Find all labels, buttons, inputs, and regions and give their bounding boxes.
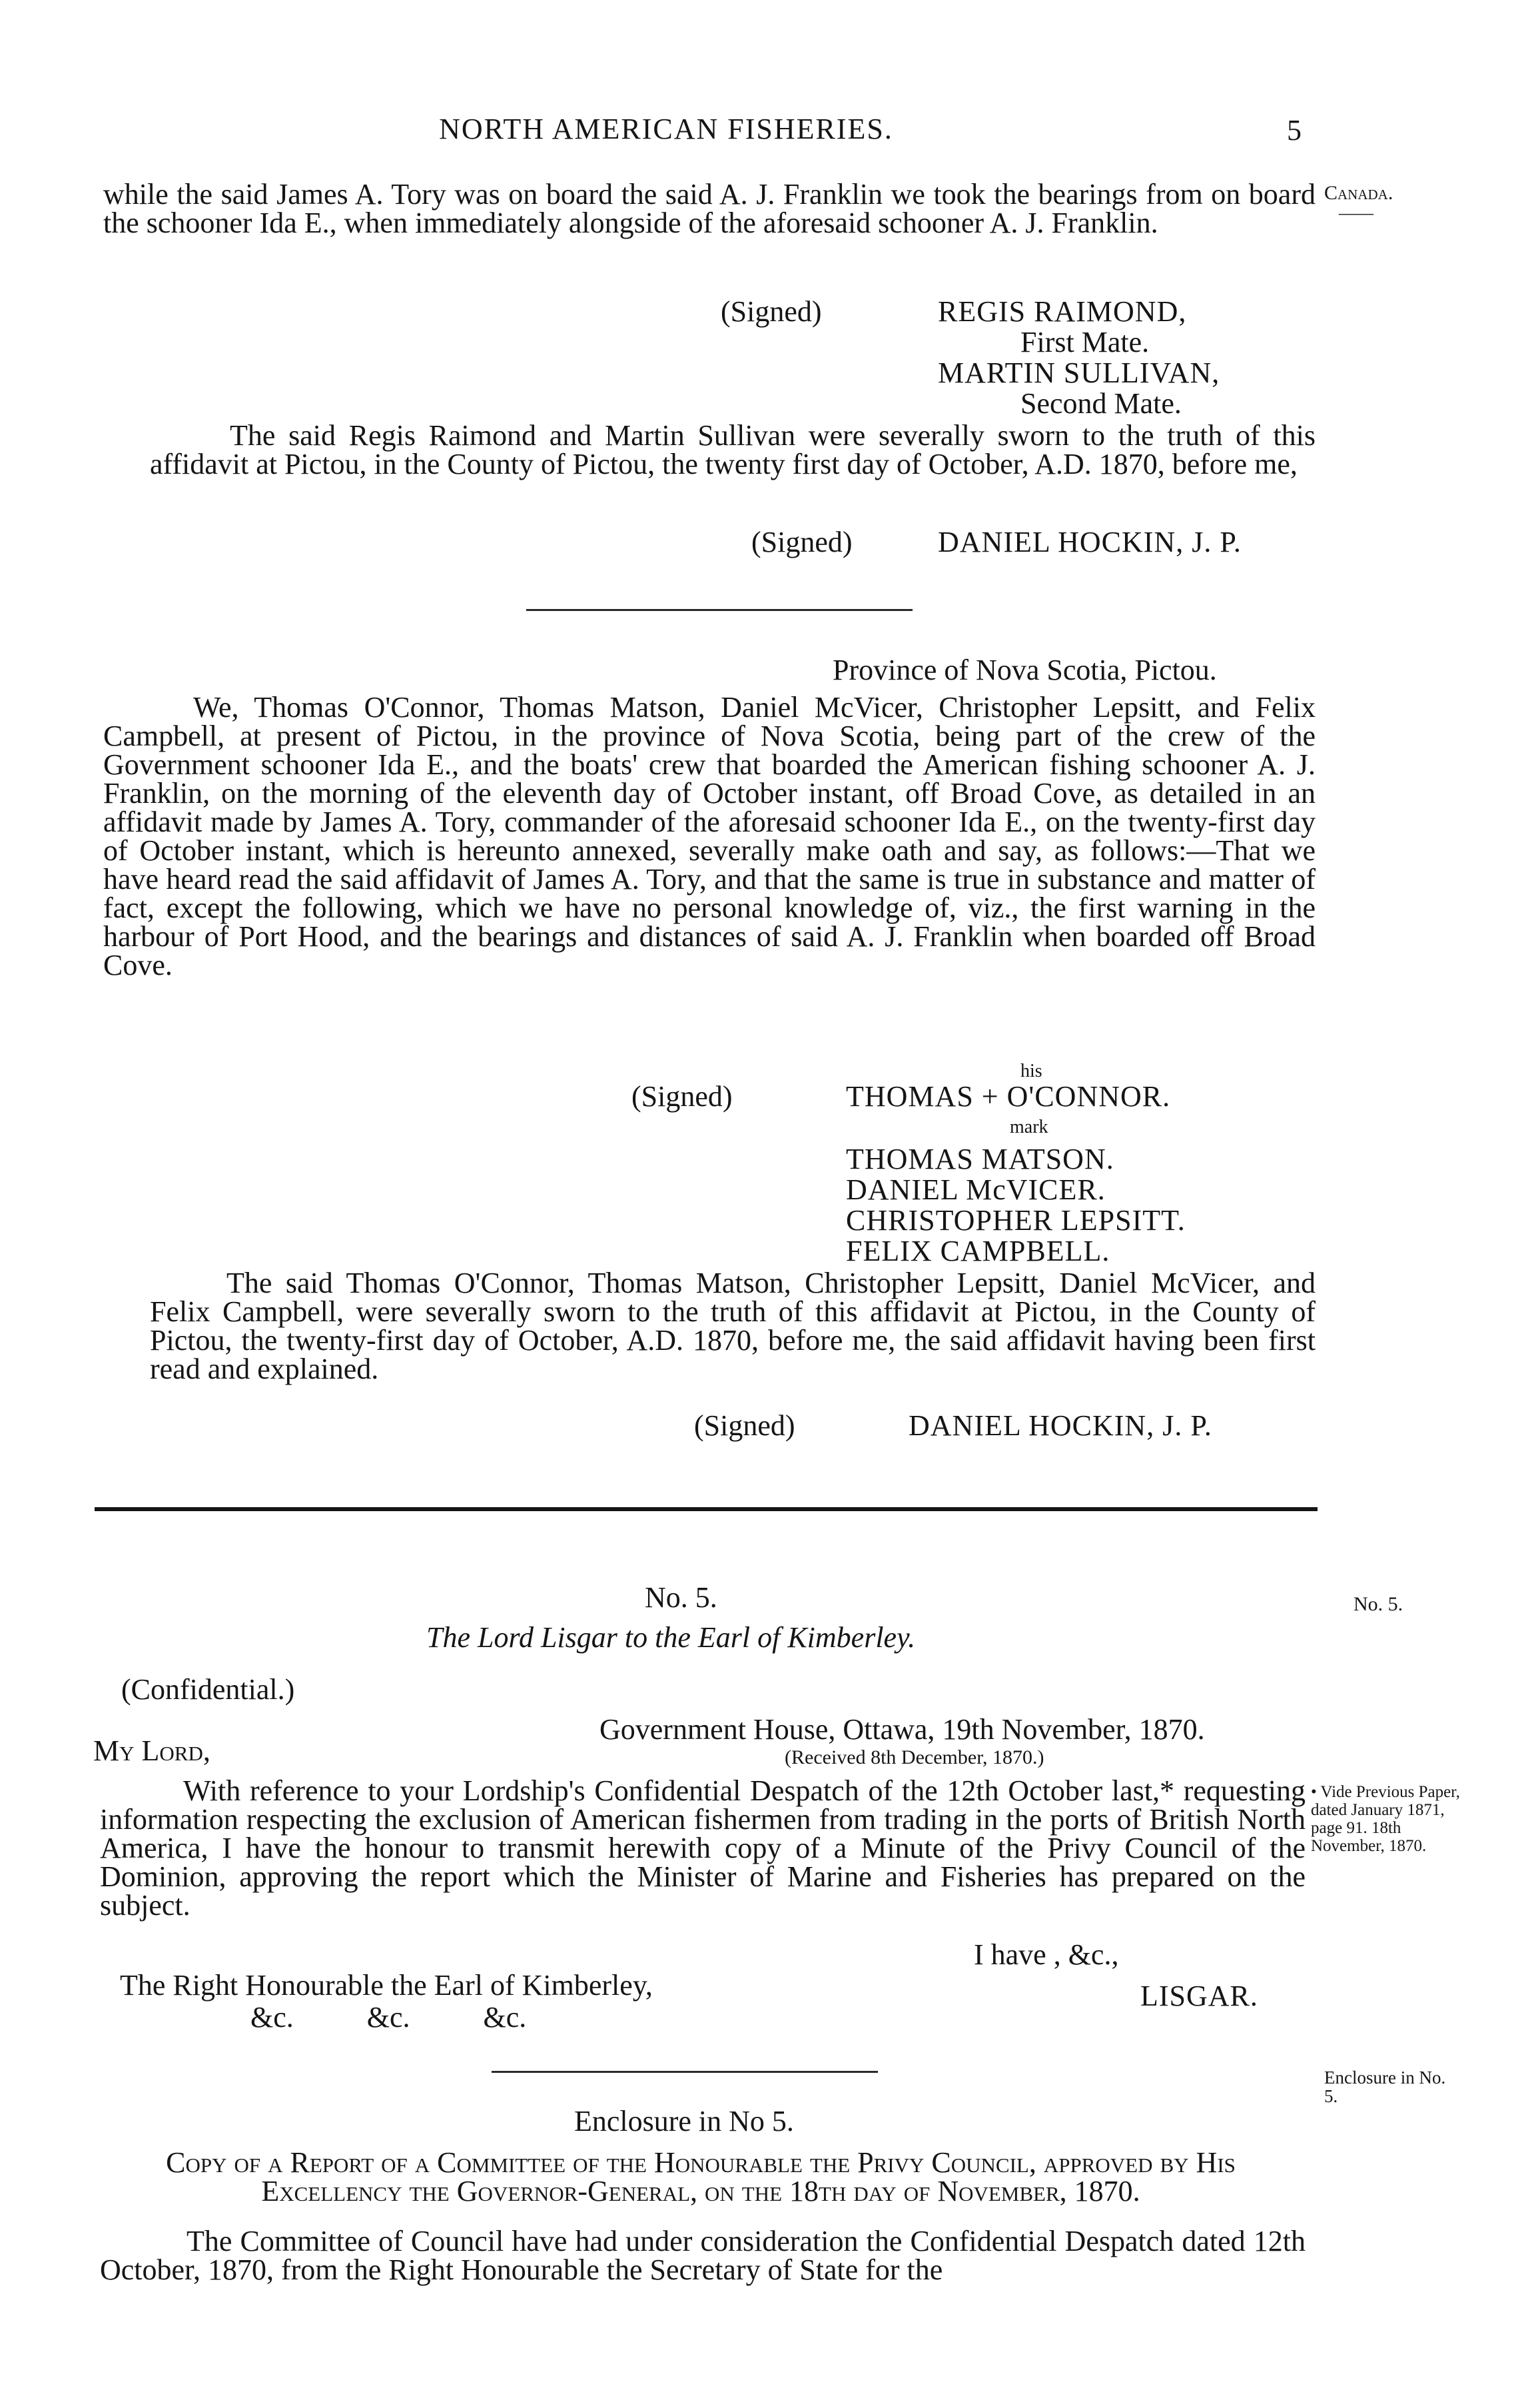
addressee: The Right Honourable the Earl of Kimberley, [120,1969,653,2002]
despatch-heading: The Lord Lisgar to the Earl of Kimberley. [426,1621,916,1654]
margin-note-canada: Canada. [1324,182,1393,204]
margin-note-enclosure: Enclosure in No. 5. [1324,2068,1446,2106]
page-header-title: NORTH AMERICAN FISHERIES. [439,113,893,145]
closing-phrase: I have , &c., [974,1938,1119,1971]
affidavit-closing-paragraph: while the said James A. Tory was on board the said A. J. Franklin we took the bearings from on board the schooner Ida E., when immediately alongside of the aforesaid schooner A. J. Franklin. [103,178,1316,239]
margin-note-no5: No. 5. [1353,1593,1403,1615]
jp-signature-2: DANIEL HOCKIN, J. P. [909,1409,1212,1442]
jp-signed-label-1: (Signed) [751,526,853,558]
page-number: 5 [1287,114,1302,147]
section-divider-thick [95,1507,1318,1511]
jp-signature-1: DANIEL HOCKIN, J. P. [938,526,1242,558]
margin-note-canada-rule: —— [1339,203,1373,223]
affidavit-paragraph-2: We, Thomas O'Connor, Thomas Matson, Daniel McVicer, Christopher Lepsitt, and Felix Campbell, at present of Pictou, in the province of Nova Scotia, being part of the crew of the Government schooner Ida E., and the boats' crew that boarded the American fishing schooner A. J. Franklin, on the morning of the eleventh day of October instant, off Broad Cove, as detailed in an affidavit made by James A. Tory, commander of the aforesaid schooner Ida E., on the twenty-first day of October instant, which is hereunto annexed, severally make oath and say, as follows:—That we have heard read the said affidavit of James A. Tory, and that the same is true in substance and matter of fact, except the following, which we have no personal knowledge of, viz., the first warning in the harbour of Port Hood, and the bearings and distances of said A. J. Franklin when boarded off Broad Cove. [103,691,1316,981]
despatch-address: Government House, Ottawa, 19th November, 1870. [599,1713,1205,1746]
signer-thomas-matson: THOMAS MATSON. [846,1143,1114,1175]
committee-paragraph: The Committee of Council have had under consideration the Confidential Despatch dated 12th October, 1870, from the Right Honourable the Secretary of State for the [100,2225,1306,2286]
signer-thomas-oconnor: THOMAS + O'CONNOR. [846,1080,1171,1113]
report-title: Copy of a Report of a Committee of the Honourable the Privy Council, approved by His Excellency the Governor-General, on the 18th day of November, 1870. [166,2146,1236,2207]
signer-title-first-mate: First Mate. [1020,326,1150,358]
place-heading: Province of Nova Scotia, Pictou. [833,654,1217,686]
sender-signature: LISGAR. [1140,1980,1258,2012]
divider-rule-1 [526,609,913,611]
signer-felix-campbell: FELIX CAMPBELL. [846,1235,1110,1267]
jurat-paragraph-1: The said Regis Raimond and Martin Sullivan were severally sworn to the truth of this affidavit at Pictou, in the County of Pictou, the twenty first day of October, A.D. 1870, before me, [150,419,1316,480]
etc-line: &c. &c. &c. [250,2001,527,2034]
signer-martin-sullivan: MARTIN SULLIVAN, [938,356,1220,389]
received-date: (Received 8th December, 1870.) [785,1746,1044,1768]
despatch-paragraph: With reference to your Lordship's Confidential Despatch of the 12th October last,* requesting information respecting the exclusion of American fishermen from trading in the ports of British North America, I have the honour to transmit herewith copy of a Minute of the Privy Council of the Dominion, approving the report which the Minister of Marine and Fisheries has prepared on the subject. [100,1774,1306,1922]
mark-label: mark [1010,1117,1048,1137]
signer-regis-raimond: REGIS RAIMOND, [938,295,1187,328]
signed-label-2: (Signed) [631,1080,733,1113]
jp-signed-label-2: (Signed) [694,1409,795,1442]
salutation: My Lord, [93,1734,210,1767]
enclosure-heading: Enclosure in No 5. [574,2105,794,2137]
confidential-label: (Confidential.) [121,1673,295,1706]
signer-title-second-mate: Second Mate. [1020,387,1182,420]
jurat-paragraph-2: The said Thomas O'Connor, Thomas Matson, Christopher Lepsitt, Daniel McVicer, and Felix Campbell, were severally sworn to the truth of this affidavit at Pictou, in the County of Pictou, the twenty-first day of October, A.D. 1870, before me, the said affidavit having been first read and explained. [150,1267,1316,1385]
signed-label-1: (Signed) [721,295,822,328]
his-label: his [1020,1061,1042,1081]
despatch-number: No. 5. [645,1581,717,1614]
margin-note-vide: • Vide Previous Paper, dated January 1871, page 91. 18th November, 1870. [1311,1783,1460,1855]
divider-rule-2 [492,2071,878,2073]
signer-christopher-lepsitt: CHRISTOPHER LEPSITT. [846,1204,1186,1237]
signer-daniel-mcvicer: DANIEL McVICER. [846,1173,1106,1206]
